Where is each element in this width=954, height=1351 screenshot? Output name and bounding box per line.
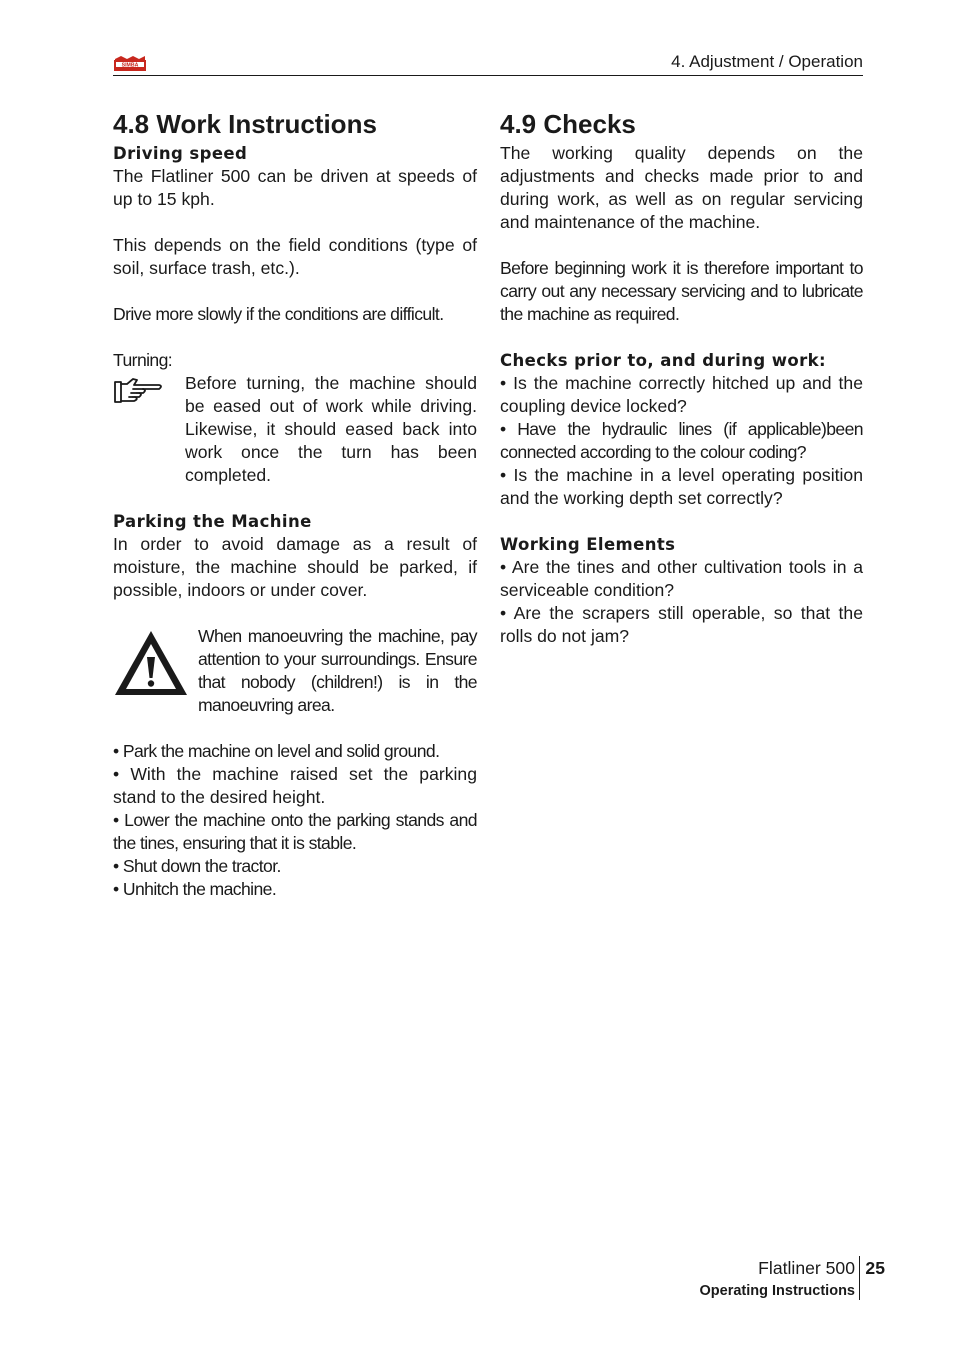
elements-bullet: • Are the scrapers still operable, so that the rolls do not jam?: [500, 603, 863, 646]
parking-bullet: • Shut down the tractor.: [113, 856, 281, 876]
heading-driving-speed: Driving speed: [113, 144, 248, 163]
section-title: 4. Adjustment / Operation: [671, 52, 863, 71]
checks-servicing-text: Before beginning work it is therefore important to carry out any necessary servicing and to lubricate the machine as required.: [500, 258, 863, 324]
heading-parking: Parking the Machine: [113, 512, 312, 531]
elements-bullet: • Are the tines and other cultivation tools in a serviceable condition?: [500, 557, 863, 600]
checks-bullet: • Is the machine in a level operating position and the working depth set correctly?: [500, 465, 863, 508]
parking-bullet: • With the machine raised set the parking stand to the desired height.: [113, 764, 477, 807]
page-number: 25: [865, 1258, 885, 1278]
simba-logo: [113, 56, 147, 72]
drive-slowly-text: Drive more slowly if the conditions are difficult.: [113, 304, 444, 324]
footer-divider: [859, 1256, 860, 1300]
checks-intro-text: The working quality depends on the adjustments and checks made prior to and during work, as well as on regular servicing and maintenance of the machine.: [500, 143, 863, 232]
heading-working-elements: Working Elements: [500, 535, 676, 554]
parking-bullet: • Unhitch the machine.: [113, 879, 277, 899]
parking-text: In order to avoid damage as a result of moisture, the machine should be parked, if possible, indoors or under cover.: [113, 534, 477, 600]
parking-bullet: • Park the machine on level and solid ground.: [113, 741, 440, 761]
parking-bullet: • Lower the machine onto the parking stands and the tines, ensuring that it is stable.: [113, 810, 477, 853]
page-header: [113, 50, 863, 78]
right-column: [500, 108, 863, 648]
heading-checks-prior: Checks prior to, and during work:: [500, 351, 826, 370]
page-footer: [660, 1256, 890, 1306]
turning-label: Turning:: [113, 350, 173, 370]
footer-subtitle: Operating Instructions: [699, 1283, 855, 1299]
warning-triangle-icon: [113, 629, 189, 699]
turning-note-text: Before turning, the machine should be eased out of work while driving. Likewise, it should eased back into work once the turn has been completed.: [185, 373, 477, 485]
logo-text: SIMBA: [121, 62, 139, 69]
section-heading-work-instructions: 4.8 Work Instructions: [113, 109, 377, 139]
field-conditions-text: This depends on the field conditions (type of soil, surface trash, etc.).: [113, 235, 477, 278]
checks-bullet: • Is the machine correctly hitched up and the coupling device locked?: [500, 373, 863, 416]
left-column: [113, 108, 477, 901]
header-divider: [113, 75, 863, 76]
driving-speed-text: The Flatliner 500 can be driven at speeds of up to 15 kph.: [113, 166, 477, 209]
section-heading-checks: 4.9 Checks: [500, 109, 636, 139]
warning-note: [113, 625, 477, 717]
pointing-hand-icon: [113, 376, 165, 406]
turning-note: [113, 372, 477, 487]
warning-text: When manoeuvring the machine, pay attention to your surroundings. Ensure that nobody (children!) is in the manoeuvring area.: [198, 626, 477, 715]
checks-bullet: • Have the hydraulic lines (if applicable)been connected according to the colour coding?: [500, 419, 863, 462]
footer-product: Flatliner 500: [758, 1258, 855, 1278]
